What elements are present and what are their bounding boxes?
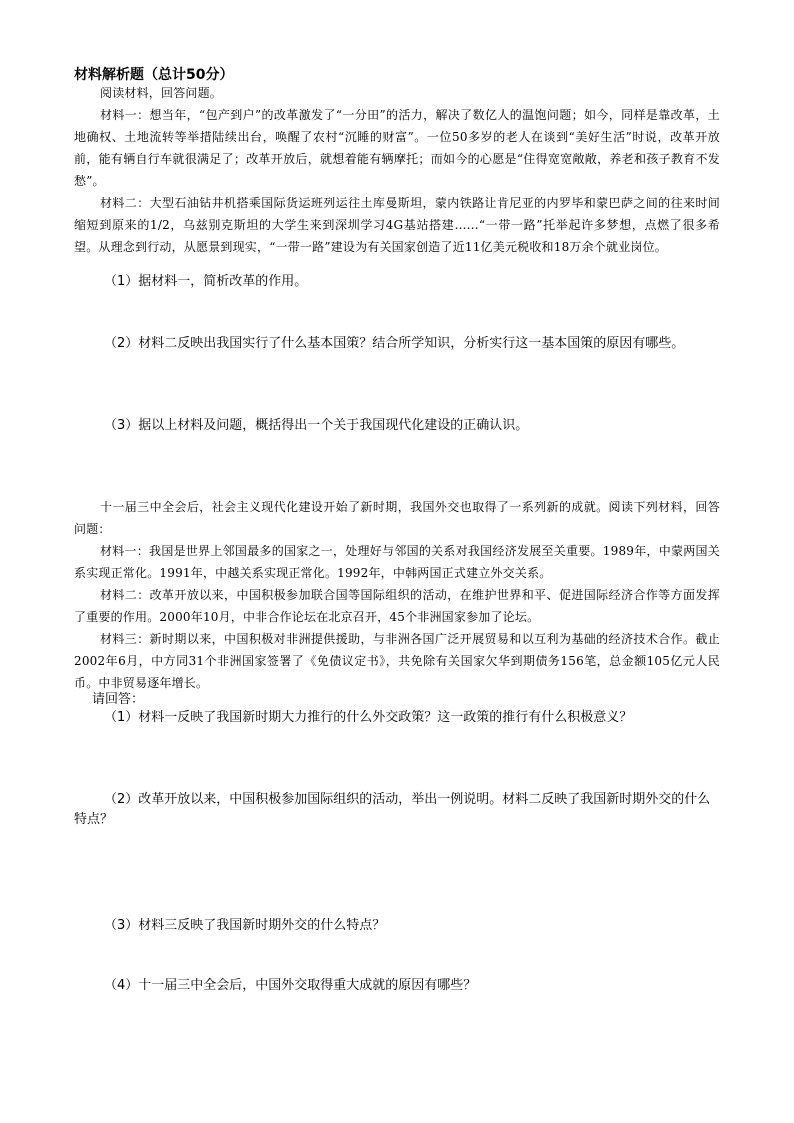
section2-prompt: 请回答： xyxy=(92,692,145,707)
section2-material2: 材料二：改革开放以来，中国积极参加联合国等国际组织的活动，在维护世界和平、促进国际经济合作等方面发挥了重要的作用。2000年10月，中非合作论坛在北京召开，45个非洲国家参加了论坛。 xyxy=(74,588,720,624)
section1-question2: （2）材料二反映出我国实行了什么基本国策？结合所学知识，分析实行这一基本国策的原因有哪些。 xyxy=(104,336,685,351)
section2-material1: 材料一：我国是世界上邻国最多的国家之一，处理好与邻国的关系对我国经济发展至关重要。1989年，中蒙两国关系实现正常化。1991年，中越关系实现正常化。1992年，中韩两国正式建立外交关系。 xyxy=(74,544,720,580)
section1-material1: 材料一：想当年，“包产到户”的改革激发了“一分田”的活力，解决了数亿人的温饱问题；如今，同样是靠改革，土地确权、土地流转等举措陆续出台，唤醒了农村“沉睡的财富”。一位50多岁的老人在谈到“美好生活”时说，改革开放前，能有辆自行车就很满足了；改革开放后，就想着能有辆摩托；而如今的心愿是“住得宽宽敞敞，养老和孩子教育不发愁”。 xyxy=(74,108,720,188)
section2-material3: 材料三：新时期以来，中国积极对非洲提供援助，与非洲各国广泛开展贸易和以互利为基础的经济技术合作。截止2002年6月，中方同31个非洲国家签署了《免债议定书》，共免除有关国家欠华到期债务156笔，总金额105亿元人民币。中非贸易逐年增长。 xyxy=(74,632,720,690)
section1-question1: （1）据材料一，简析改革的作用。 xyxy=(104,274,308,289)
section1-intro: 阅读材料，回答问题。 xyxy=(100,86,223,100)
section1-question3: （3）据以上材料及问题，概括得出一个关于我国现代化建设的正确认识。 xyxy=(104,418,529,433)
section1-material2: 材料二：大型石油钻井机搭乘国际货运班列运往土库曼斯坦，蒙内铁路让肯尼亚的内罗毕和蒙巴萨之间的往来时间缩短到原来的1/2，乌兹别克斯坦的大学生来到深圳学习4G基站搭建……“一带一路”托举起许多梦想，点燃了很多希望。从理念到行动，从愿景到现实，“一带一路”建设为有关国家创造了近11亿美元税收和18万余个就业岗位。 xyxy=(74,196,720,254)
section2-question1: （1）材料一反映了我国新时期大力推行的什么外交政策？这一政策的推行有什么积极意义？ xyxy=(104,710,633,725)
section-title: 材料解析题（总计50分） xyxy=(74,67,234,83)
section2-question4: （4）十一届三中全会后，中国外交取得重大成就的原因有哪些？ xyxy=(104,978,477,993)
section2-intro: 十一届三中全会后，社会主义现代化建设开始了新时期，我国外交也取得了一系列新的成就。阅读下列材料，回答问题： xyxy=(74,500,720,536)
section2-question3: （3）材料三反映了我国新时期外交的什么特点？ xyxy=(104,918,386,933)
section2-question2: （2）改革开放以来，中国积极参加国际组织的活动，举出一例说明。材料二反映了我国新时期外交的什么特点？ xyxy=(74,792,711,827)
